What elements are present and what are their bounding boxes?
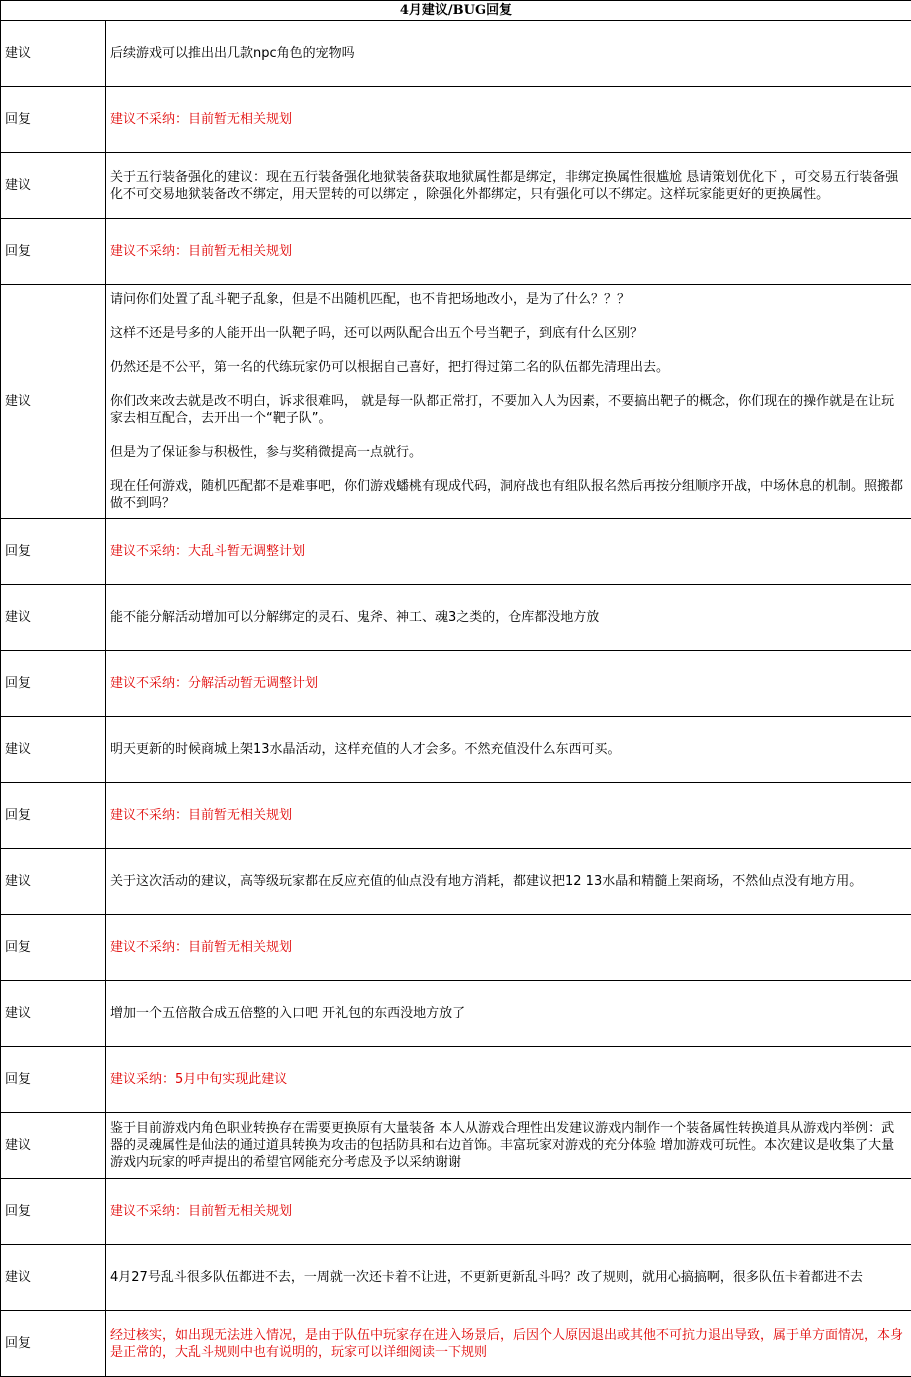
suggestion-content [106,1245,911,1311]
suggestion-label: 建议 [1,1245,106,1311]
reply-content [106,783,911,849]
content-paragraph: 建议不采纳：目前暂无相关规划 [110,111,905,128]
reply-label: 回复 [1,519,106,585]
suggestion-row [1,285,911,519]
reply-label: 回复 [1,1311,106,1377]
reply-label: 回复 [1,651,106,717]
reply-row [1,519,911,585]
reply-content [106,1179,911,1245]
suggestion-row [1,717,911,783]
content-paragraph: 能不能分解活动增加可以分解绑定的灵石、鬼斧、神工、魂3之类的，仓库都没地方放 [110,609,905,626]
suggestion-label: 建议 [1,717,106,783]
suggestion-content [106,981,911,1047]
title-row [1,1,911,21]
suggestion-row [1,1245,911,1311]
reply-row [1,1179,911,1245]
content-paragraph: 请问你们处置了乱斗靶子乱象，但是不出随机匹配，也不肯把场地改小，是为了什么？？？ [110,291,905,308]
suggestion-label: 建议 [1,981,106,1047]
suggestion-label: 建议 [1,285,106,519]
suggestion-label: 建议 [1,585,106,651]
content-paragraph: 后续游戏可以推出出几款npc角色的宠物吗 [110,45,905,62]
suggestion-content [106,717,911,783]
content-paragraph: 仍然还是不公平，第一名的代练玩家仍可以根据自己喜好，把打得过第二名的队伍都先清理出去。 [110,359,905,376]
suggestion-row [1,981,911,1047]
reply-content [106,219,911,285]
content-paragraph: 关于这次活动的建议，高等级玩家都在反应充值的仙点没有地方消耗，都建议把12 13水晶和精髓上架商场，不然仙点没有地方用。 [110,873,905,890]
reply-row [1,915,911,981]
content-paragraph: 4月27号乱斗很多队伍都进不去，一周就一次还卡着不让进，不更新更新乱斗吗？改了规则，就用心搞搞啊，很多队伍卡着都进不去 [110,1269,905,1286]
suggestion-content [106,285,911,519]
suggestion-label: 建议 [1,849,106,915]
suggestion-row [1,153,911,219]
content-paragraph: 现在任何游戏，随机匹配都不是难事吧，你们游戏蟠桃有现成代码，洞府战也有组队报名然后再按分组顺序开战，中场休息的机制。照搬都做不到吗？ [110,478,905,512]
content-paragraph: 但是为了保证参与积极性，参与奖稍微提高一点就行。 [110,444,905,461]
reply-row [1,1047,911,1113]
suggestion-label: 建议 [1,153,106,219]
suggestion-content [106,21,911,87]
suggestion-content [106,1113,911,1179]
reply-label: 回复 [1,87,106,153]
reply-content [106,1311,911,1377]
content-paragraph: 建议采纳：5月中旬实现此建议 [110,1071,905,1088]
content-paragraph: 明天更新的时候商城上架13水晶活动，这样充值的人才会多。不然充值没什么东西可买。 [110,741,905,758]
reply-label: 回复 [1,783,106,849]
reply-content [106,519,911,585]
suggestion-content [106,585,911,651]
suggestion-label: 建议 [1,21,106,87]
page-title: 4月建议/BUG回复 [1,1,911,21]
suggestion-label: 建议 [1,1113,106,1179]
content-paragraph: 关于五行装备强化的建议：现在五行装备强化地狱装备获取地狱属性都是绑定，非绑定换属性很尴尬 恳请策划优化下 ，可交易五行装备强化不可交易地狱装备改不绑定，用天罡转的可以绑定 ，除强化外都绑定，只有强化可以不绑定。这样玩家能更好的更换属性。 [110,169,905,203]
reply-content [106,915,911,981]
reply-label: 回复 [1,1179,106,1245]
suggestion-content [106,153,911,219]
reply-row [1,783,911,849]
content-paragraph: 建议不采纳：分解活动暂无调整计划 [110,675,905,692]
reply-row [1,87,911,153]
content-paragraph: 鉴于目前游戏内角色职业转换存在需要更换原有大量装备 本人从游戏合理性出发建议游戏内制作一个装备属性转换道具从游戏内举例：武器的灵魂属性是仙法的通过道具转换为攻击的包括防具和右边首饰。丰富玩家对游戏的充分体验 增加游戏可玩性。本次建议是收集了大量游戏内玩家的呼声提出的希望官网能充分考虑及予以采纳谢谢 [110,1120,905,1171]
content-paragraph: 增加一个五倍散合成五倍整的入口吧 开礼包的东西没地方放了 [110,1005,905,1022]
content-paragraph: 建议不采纳：大乱斗暂无调整计划 [110,543,905,560]
reply-label: 回复 [1,915,106,981]
table-body [1,1,911,1377]
reply-content [106,651,911,717]
content-paragraph: 经过核实，如出现无法进入情况，是由于队伍中玩家存在进入场景后，后因个人原因退出或其他不可抗力退出导致，属于单方面情况，本身是正常的，大乱斗规则中也有说明的，玩家可以详细阅读一下规则 [110,1327,905,1361]
reply-row [1,651,911,717]
reply-content [106,87,911,153]
reply-content [106,1047,911,1113]
content-paragraph: 建议不采纳：目前暂无相关规划 [110,1203,905,1220]
reply-label: 回复 [1,219,106,285]
suggestion-row [1,585,911,651]
reply-row [1,219,911,285]
suggestion-row [1,21,911,87]
content-paragraph: 建议不采纳：目前暂无相关规划 [110,939,905,956]
content-paragraph: 你们改来改去就是改不明白，诉求很难吗， 就是每一队都正常打，不要加入人为因素，不要搞出靶子的概念，你们现在的操作就是在让玩家去相互配合，去开出一个“靶子队”。 [110,393,905,427]
suggestion-row [1,849,911,915]
reply-label: 回复 [1,1047,106,1113]
content-paragraph: 建议不采纳：目前暂无相关规划 [110,243,905,260]
content-paragraph: 这样不还是号多的人能开出一队靶子吗，还可以两队配合出五个号当靶子，到底有什么区别？ [110,325,905,342]
reply-row [1,1311,911,1377]
content-paragraph: 建议不采纳：目前暂无相关规划 [110,807,905,824]
suggestion-row [1,1113,911,1179]
suggestion-content [106,849,911,915]
